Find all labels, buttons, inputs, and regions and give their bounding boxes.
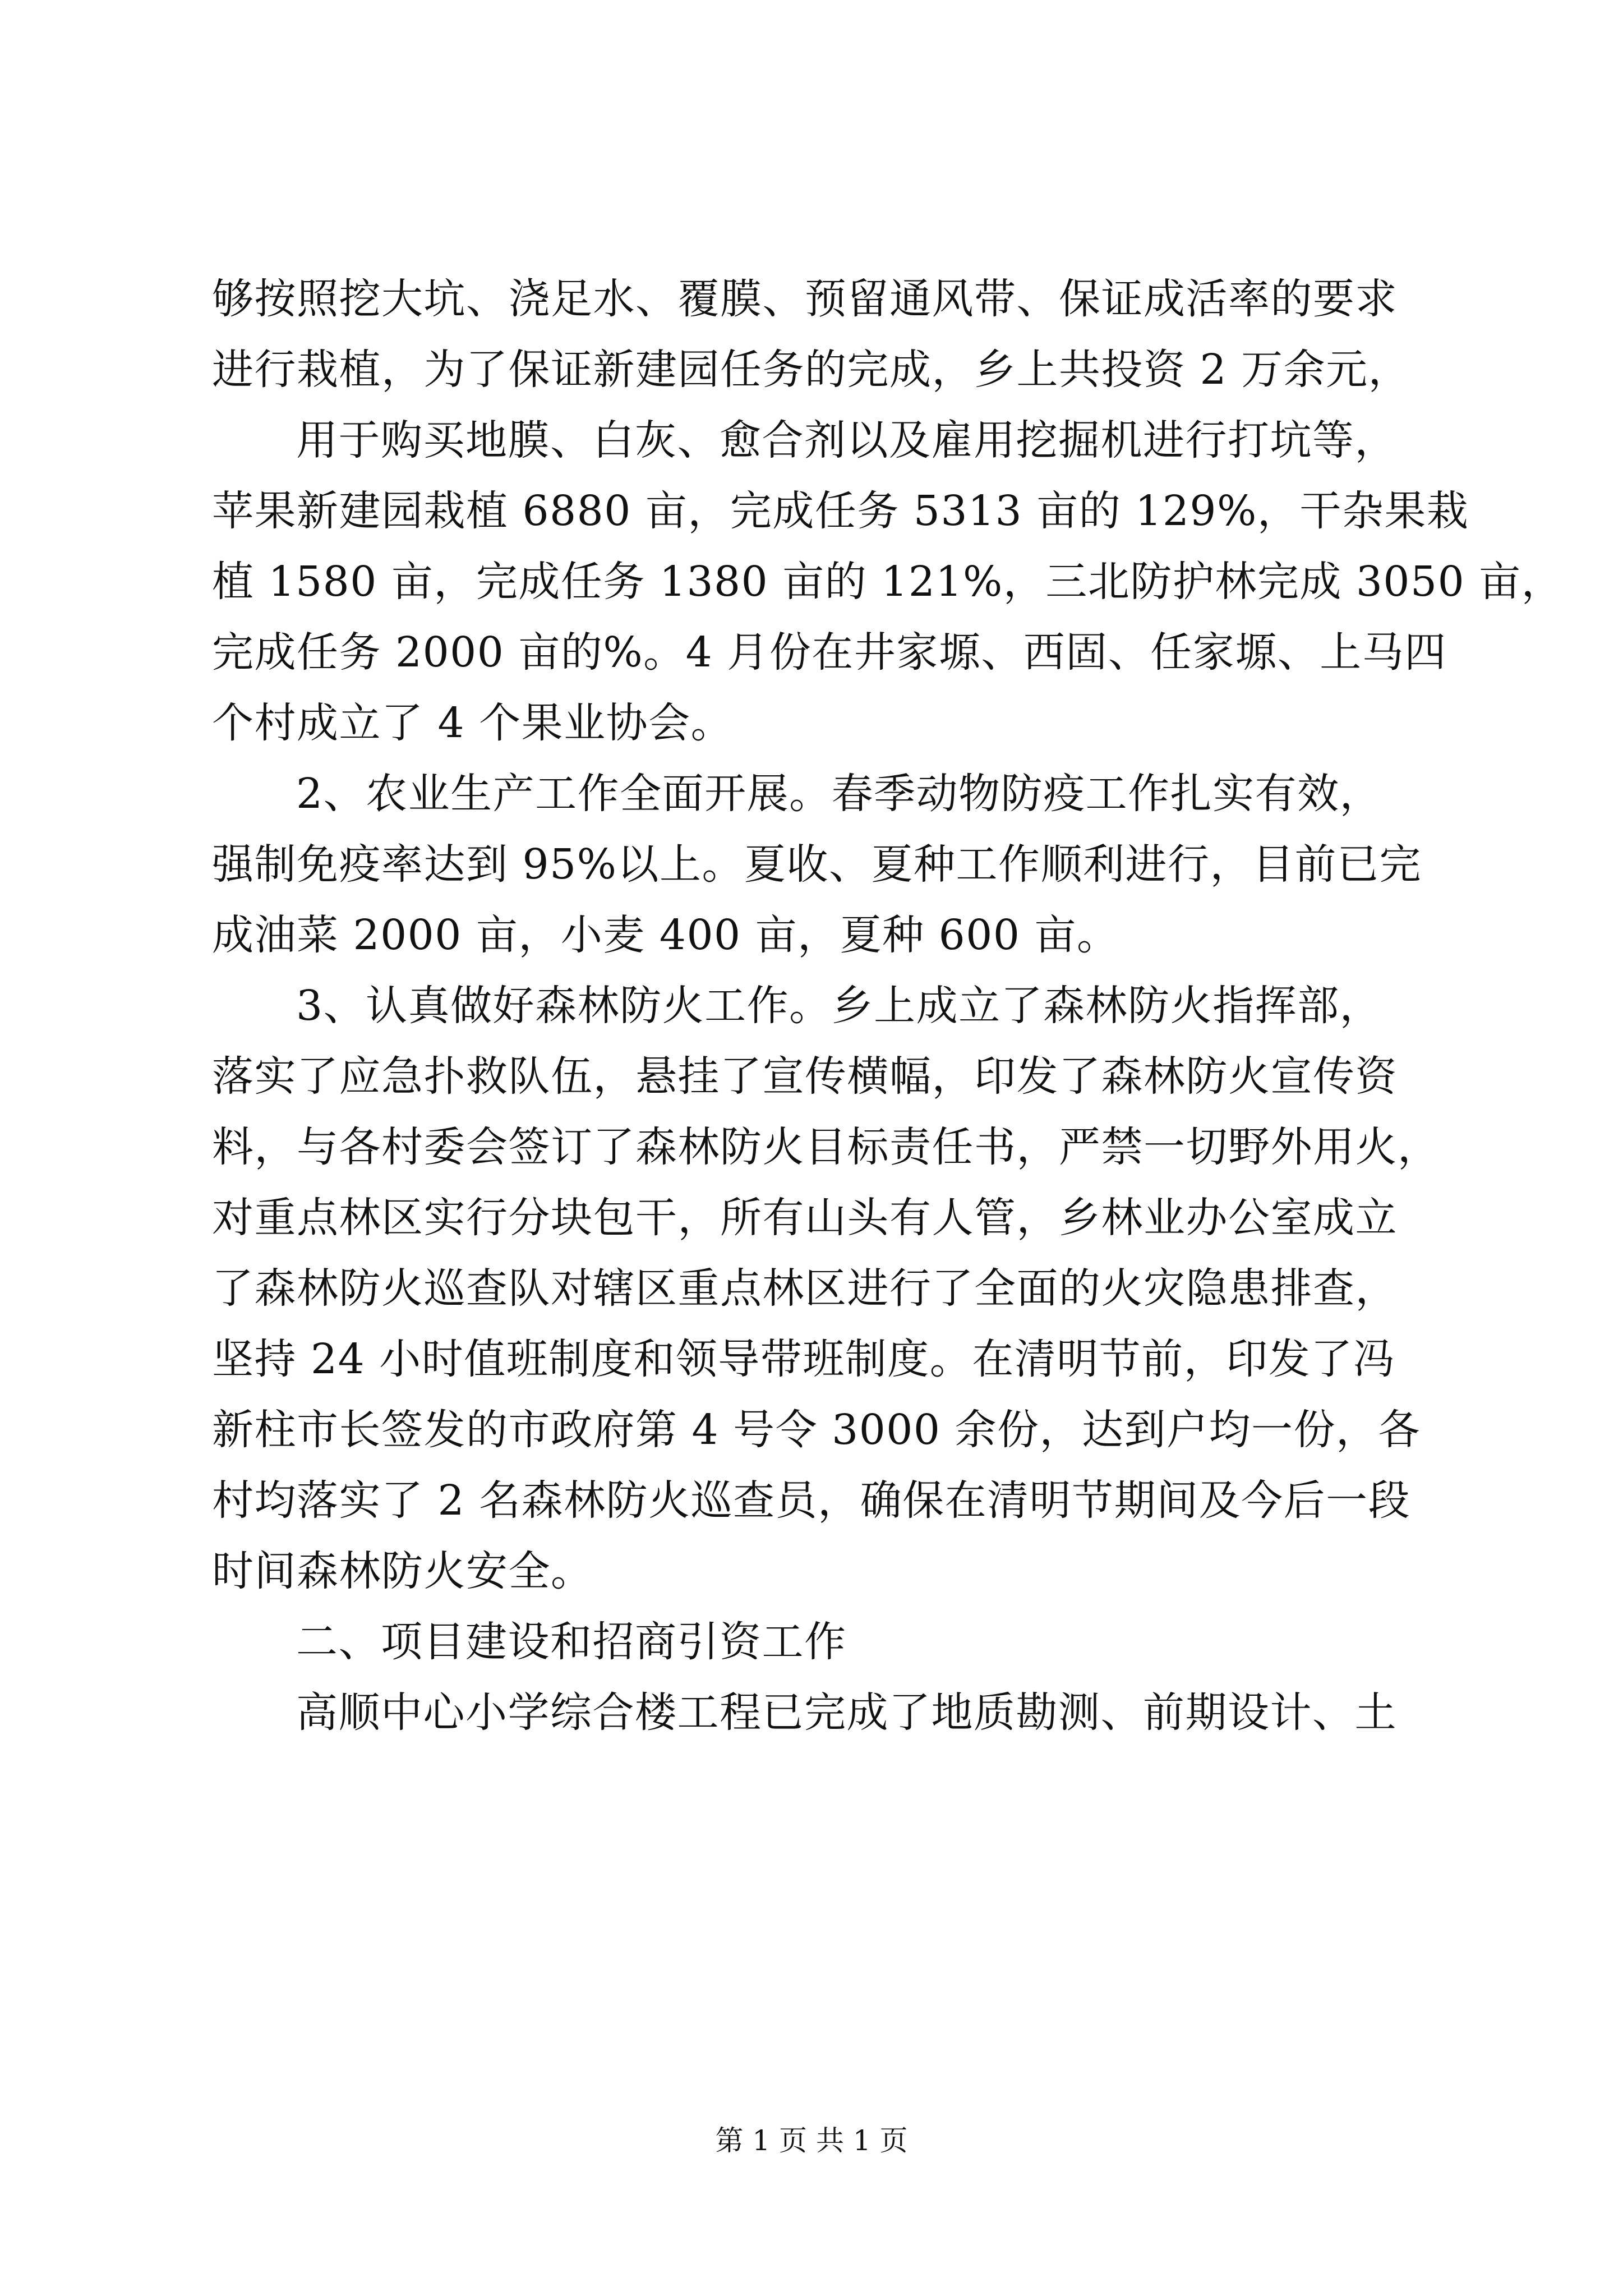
- text-line: 了森林防火巡查队对辖区重点林区进行了全面的火灾隐患排查，: [212, 1264, 1398, 1313]
- text-line: 够按照挖大坑、浇足水、覆膜、预留通风带、保证成活率的要求: [212, 275, 1398, 323]
- paragraph-first-line: 2、农业生产工作全面开展。春季动物防疫工作扎实有效，: [296, 770, 1382, 818]
- text-line: 苹果新建园栽植 6880 亩，完成任务 5313 亩的 129%，干杂果栽: [212, 487, 1469, 535]
- text-line: 对重点林区实行分块包干，所有山头有人管，乡林业办公室成立: [212, 1194, 1398, 1242]
- text-line: 强制免疫率达到 95%以上。夏收、夏种工作顺利进行，目前已完: [212, 840, 1422, 889]
- text-line: 料，与各村委会签订了森林防火目标责任书，严禁一切野外用火，: [212, 1123, 1440, 1171]
- text-line: 新柱市长签发的市政府第 4 号令 3000 余份，达到户均一份，各: [212, 1406, 1421, 1454]
- text-line: 完成任务 2000 亩的%。4 月份在井家塬、西固、任家塬、上马四: [212, 628, 1447, 677]
- text-line: 植 1580 亩，完成任务 1380 亩的 121%，三北防护林完成 3050 亩，: [212, 558, 1564, 606]
- text-line: 村均落实了 2 名森林防火巡查员，确保在清明节期间及今后一段: [212, 1476, 1411, 1525]
- page-number-footer: 第 1 页 共 1 页: [715, 2124, 908, 2157]
- text-line: 进行栽植，为了保证新建园任务的完成，乡上共投资 2 万余元，: [212, 346, 1411, 394]
- text-line: 坚持 24 小时值班制度和领导带班制度。在清明节前，印发了冯: [212, 1335, 1396, 1383]
- document-body: [212, 264, 1564, 1748]
- text-line: 时间森林防火安全。: [212, 1547, 593, 1595]
- section-heading: 二、项目建设和招商引资工作: [296, 1618, 847, 1666]
- text-line: 成油菜 2000 亩，小麦 400 亩，夏种 600 亩。: [212, 911, 1119, 959]
- text-line: 落实了应急扑救队伍，悬挂了宣传横幅，印发了森林防火宣传资: [212, 1052, 1398, 1101]
- paragraph-first-line: 用于购买地膜、白灰、愈合剂以及雇用挖掘机进行打坑等，: [296, 416, 1397, 464]
- paragraph-first-line: 3、认真做好森林防火工作。乡上成立了森林防火指挥部，: [296, 982, 1382, 1030]
- paragraph-first-line: 高顺中心小学综合楼工程已完成了地质勘测、前期设计、土: [296, 1688, 1397, 1737]
- text-line: 个村成立了 4 个果业协会。: [212, 699, 734, 747]
